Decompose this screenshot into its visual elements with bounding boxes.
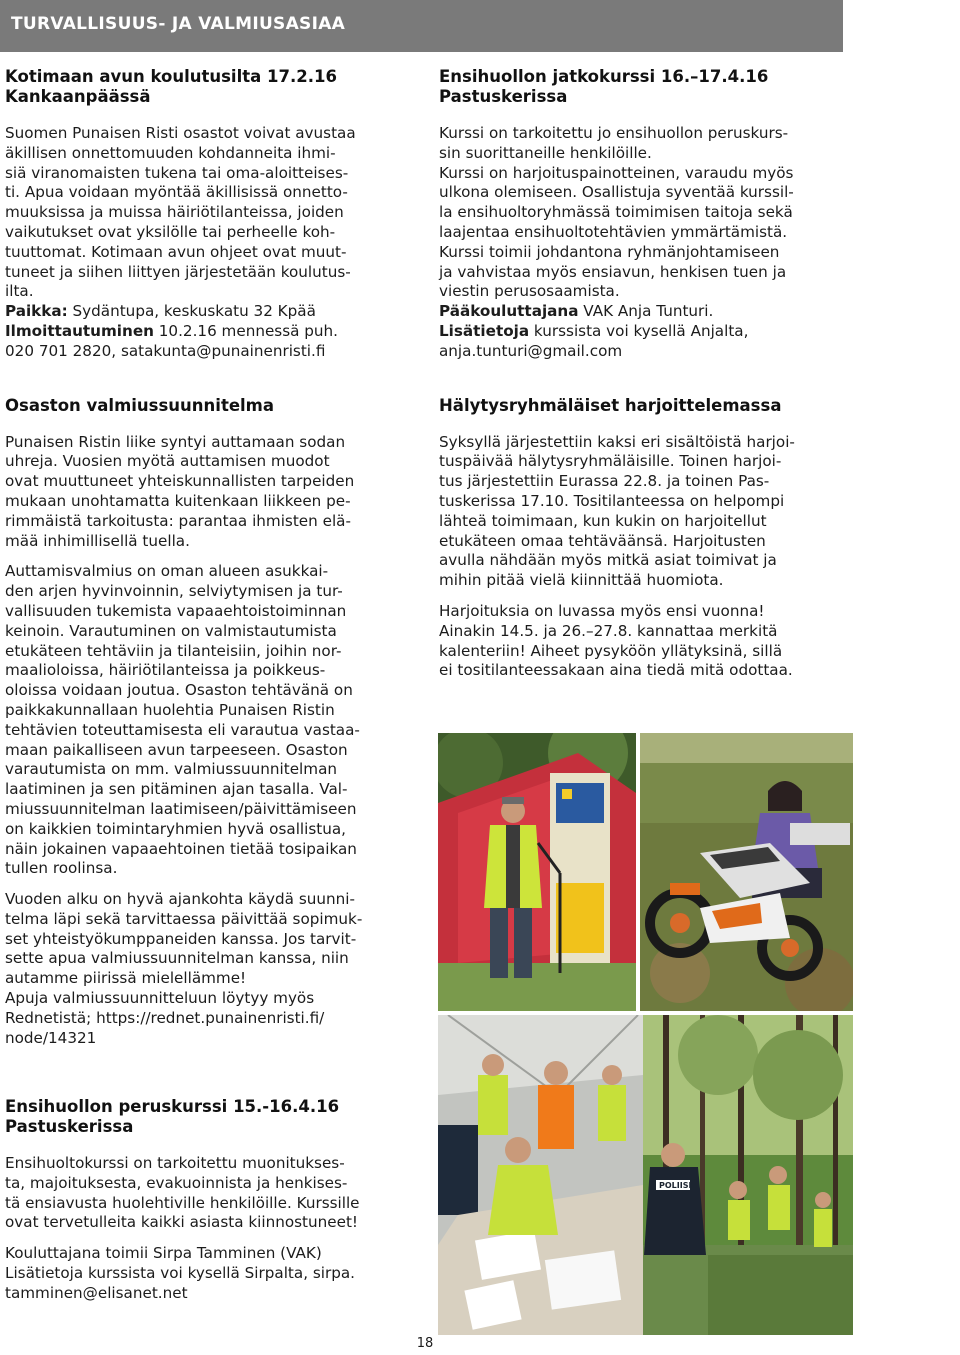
article-title: Osaston valmiussuunnitelma bbox=[5, 395, 275, 415]
rednet-link: Rednetistä; https://rednet.punainenristi.fi/ bbox=[5, 1008, 325, 1027]
article-title: Kotimaan avun koulutusilta 17.2.16 Kankaanpäässä bbox=[5, 67, 337, 106]
trainer-label: Pääkouluttajana bbox=[439, 302, 579, 321]
place-label: Paikka: bbox=[5, 302, 68, 321]
photo-forest-exercise bbox=[438, 1015, 853, 1335]
right-column bbox=[439, 67, 849, 681]
article-ensihuollon-peruskurssi bbox=[5, 1097, 415, 1304]
photo-speaker-image bbox=[438, 733, 636, 1011]
article-title: Hälytysryhmäläiset harjoittelemassa bbox=[439, 395, 782, 415]
photo-motorcycle-exercise bbox=[640, 733, 853, 1011]
article-paragraph: Vuoden alku on hyvä ajankohta käydä suunni- telma läpi sekä tarvittaessa päivittää sopimuk- set yhteistyökumppaneiden kanssa. Jos tarvit- sette apua valmiussuunnitelman kanssa, niin autamme piirissä mielellämme! Apuja valmiussuunnitteluun löytyy myös Rednetistä; https://rednet.punainenristi.fi/ node/14321 bbox=[5, 890, 363, 1047]
article-paragraph: Ensihuoltokurssi on tarkoitettu muonitukses- ta, majoituksesta, evakuoinnista ja henkises- tä ensiavusta huolehtiville henkilöille. Kurssille ovat tervetulleita kaikki asiasta kiinnostuneet! bbox=[5, 1154, 360, 1232]
article-body: Kurssi on tarkoitettu jo ensihuollon peruskurs- sin suorittaneille henkilöille. Kurssi on harjoituspainotteinen, varaudu myös ulkona olemiseen. Osallistuja syventää kurssil- la ensihuoltoryhmässä toimimisen taitoja sekä laajentaa ensihuoltotehtävien ymmärtämistä. Kurssi toimii johdantona ryhmänjohtamiseen ja vahvistaa myös ensiavun, henkisen tuen ja viestin perusosaamista. Pääkouluttajana VAK Anja Tunturi. Lisätietoja kurssista voi kysellä Anjalta, anja.tunturi@gmail.com bbox=[439, 124, 794, 360]
article-paragraph: Syksyllä järjestettiin kaksi eri sisältöistä harjoi- tuspäivää hälytysryhmäläisille. Toinen harjoi- tus järjestettiin Eurassa 22.8. ja toinen Pas- tuskerissa 17.10. Tositilanteessa on helpompi lähteä toimimaan, kun kukin on harjoitellut etukäteen omaa tehtäväänsä. Harjoitusten avulla nähdään myös mitkä asiat toimivat ja mihin pitää vielä kiinnittää huomiota. bbox=[439, 432, 795, 590]
photo-speaker-at-tent bbox=[438, 733, 636, 1011]
info-label: Lisätietoja bbox=[439, 321, 530, 340]
email-contact: tamminen@elisanet.net bbox=[5, 1283, 188, 1302]
page-number: 18 bbox=[416, 1336, 434, 1351]
article-ensihuollon-jatkokurssi bbox=[439, 67, 849, 362]
article-paragraph: Punaisen Ristin liike syntyi auttamaan sodan uhreja. Vuosien myötä auttamisen muodot ovat muuttuneet yhteiskunnallisten tarpeiden mukaan unohtamatta kuitenkaan liikkeen pe- rimmäistä tarkoitusta: parantaa ihmisten elä- mää inhimillisellä tuella. bbox=[5, 432, 355, 550]
police-vest-text: POLIISI bbox=[659, 1181, 692, 1190]
article-kotimaan-avun bbox=[5, 67, 413, 362]
article-halytysryhmalaiset bbox=[439, 396, 849, 682]
left-column bbox=[5, 67, 413, 1048]
email-contact: anja.tunturi@gmail.com bbox=[439, 341, 623, 360]
photo-forest-image bbox=[438, 1015, 853, 1335]
article-title: Ensihuollon jatkokurssi 16.–17.4.16 Pastuskerissa bbox=[439, 67, 769, 106]
article-body: Suomen Punaisen Risti osastot voivat avustaa äkillisen onnettomuuden kohdanneita ihmi- siä viranomaisten tukena tai oma-aloitteises- ti. Apua voidaan myöntää äkillisissä onnetto- muuksissa ja muissa häiriötilanteissa, joiden vaikutukset ovat yksilölle tai perheelle koh- tuuttomat. Kotimaan avun ohjeet ovat muut- tuneet ja siihen liittyen järjestetään koulutus- ilta. Paikka: Sydäntupa, keskuskatu 32 Kpää Ilmoittautuminen 10.2.16 mennessä puh. 020 701 2820, satakunta@punainenristi.fi bbox=[5, 124, 356, 360]
contact-info: 020 701 2820, satakunta@punainenristi.fi bbox=[5, 341, 326, 360]
article-paragraph: Kouluttajana toimii Sirpa Tamminen (VAK) Lisätietoja kurssista voi kysellä Sirpalta, sirpa. tamminen@elisanet.net bbox=[5, 1244, 356, 1302]
article-title: Ensihuollon peruskurssi 15.-16.4.16 Pastuskerissa bbox=[5, 1097, 340, 1136]
article-paragraph: Harjoituksia on luvassa myös ensi vuonna! Ainakin 14.5. ja 26.–27.8. kannattaa merkitä kalenteriin! Aiheet pysyköön yllätyksinä, sillä ei tositilanteessakaan aina tiedä mitä odottaa. bbox=[439, 601, 793, 680]
section-title: TURVALLISUUS- JA VALMIUSASIAA bbox=[11, 14, 346, 34]
section-banner bbox=[0, 0, 843, 52]
article-valmiussuunnitelma bbox=[5, 396, 413, 1049]
article-paragraph: Auttamisvalmius on oman alueen asukkai- den arjen hyvinvoinnin, selviytymisen ja tur- vallisuuden tukemista vapaaehtoistoiminnan keinoin. Varautuminen on valmistautumista etukäteen tehtäviin ja tilanteisiin, joihin nor- maalioloissa, häiriötilanteissa ja poikkeus- oloissa voidaan joutua. Osaston tehtävänä on paikkakunnallaan huolehtia Punaisen Ristin tehtävien toteuttamisesta eli varautua vastaa- maan paikalliseen avun tarpeeseen. Osaston varautumista on mm. valmiussuunnitelman laatiminen ja sen pitäminen ajan tasalla. Val- miussuunnitelman laatimiseen/päivittämiseen on kaikkien toimintaryhmien hyvä osallistua, näin jokainen vapaaehtoinen tietää tosipaikan tullen roolinsa. bbox=[5, 562, 360, 878]
registration-label: Ilmoittautuminen bbox=[5, 321, 154, 340]
photo-motorcycle-image bbox=[640, 733, 853, 1011]
